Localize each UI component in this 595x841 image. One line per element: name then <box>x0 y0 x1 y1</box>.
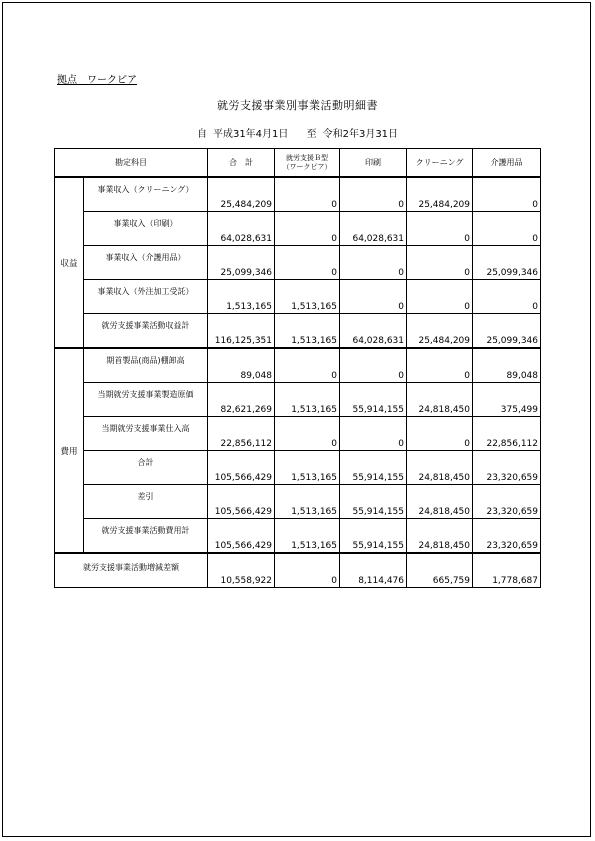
col-header-subject: 勘定科目 <box>55 149 208 178</box>
table-row <box>55 280 541 314</box>
row-item: 事業収入（クリーニング） <box>84 177 208 212</box>
cell-b-type: 1,513,165 <box>275 280 340 314</box>
revenue-group-label: 収益 <box>55 177 84 348</box>
cell-b-type: 0 <box>275 212 340 246</box>
cell-printing: 55,914,155 <box>340 519 407 554</box>
cell-cleaning: 24,818,450 <box>407 451 473 485</box>
cell-care: 25,099,346 <box>473 314 541 349</box>
cell-b-type: 0 <box>275 177 340 212</box>
cell-b-type: 1,513,165 <box>275 314 340 349</box>
cell-b-type: 1,513,165 <box>275 485 340 519</box>
table-row <box>55 246 541 280</box>
period-to-date: 令和2年3月31日 <box>322 129 399 140</box>
period-range <box>0 125 595 140</box>
cell-printing: 64,028,631 <box>340 314 407 349</box>
cell-cleaning: 0 <box>407 212 473 246</box>
row-item: 当期就労支援事業製造原価 <box>84 383 208 417</box>
cell-total: 10,558,922 <box>208 553 275 588</box>
table-row <box>55 383 541 417</box>
cell-cleaning: 0 <box>407 246 473 280</box>
col-header-total: 合 計 <box>208 149 275 178</box>
table-row <box>55 348 541 383</box>
table-row <box>55 485 541 519</box>
cell-total: 22,856,112 <box>208 417 275 451</box>
row-item: 合計 <box>84 451 208 485</box>
cell-cleaning: 24,818,450 <box>407 485 473 519</box>
cell-cleaning: 24,818,450 <box>407 519 473 554</box>
cell-care: 1,778,687 <box>473 553 541 588</box>
activity-statement-table <box>54 148 541 588</box>
cell-printing: 0 <box>340 246 407 280</box>
cell-care: 0 <box>473 280 541 314</box>
table-row-difference <box>55 553 541 588</box>
table-row <box>55 212 541 246</box>
cell-b-type: 0 <box>275 417 340 451</box>
difference-label: 就労支援事業活動増減差額 <box>55 553 208 588</box>
cell-printing: 64,028,631 <box>340 212 407 246</box>
cell-care: 23,320,659 <box>473 485 541 519</box>
row-item: 期首製品(商品)棚卸高 <box>84 348 208 383</box>
col-header-cleaning: クリーニング <box>407 149 473 178</box>
row-item: 差引 <box>84 485 208 519</box>
table-row <box>55 417 541 451</box>
cell-total: 105,566,429 <box>208 451 275 485</box>
period-from-date: 平成31年4月1日 <box>212 129 289 140</box>
cell-care: 89,048 <box>473 348 541 383</box>
cell-care: 0 <box>473 212 541 246</box>
cell-printing: 8,114,476 <box>340 553 407 588</box>
col-header-b-type <box>275 149 340 178</box>
cell-cleaning: 0 <box>407 280 473 314</box>
table-row-expense-total <box>55 519 541 554</box>
cell-b-type: 1,513,165 <box>275 519 340 554</box>
cell-total: 64,028,631 <box>208 212 275 246</box>
table-row <box>55 177 541 212</box>
expense-group-label: 費用 <box>55 348 84 553</box>
row-item: 当期就労支援事業仕入高 <box>84 417 208 451</box>
cell-cleaning: 0 <box>407 348 473 383</box>
cell-total: 82,621,269 <box>208 383 275 417</box>
cell-total: 25,099,346 <box>208 246 275 280</box>
period-from-label: 自 <box>196 129 207 140</box>
col-header-printing: 印刷 <box>340 149 407 178</box>
cell-printing: 0 <box>340 348 407 383</box>
cell-printing: 0 <box>340 177 407 212</box>
cell-b-type: 1,513,165 <box>275 451 340 485</box>
cell-care: 0 <box>473 177 541 212</box>
cell-cleaning: 24,818,450 <box>407 383 473 417</box>
cell-cleaning: 0 <box>407 417 473 451</box>
cell-b-type: 0 <box>275 553 340 588</box>
cell-care: 23,320,659 <box>473 519 541 554</box>
cell-total: 89,048 <box>208 348 275 383</box>
cell-care: 22,856,112 <box>473 417 541 451</box>
cell-cleaning: 25,484,209 <box>407 314 473 349</box>
cell-printing: 55,914,155 <box>340 383 407 417</box>
document-title: 就労支援事業別事業活動明細書 <box>217 99 378 112</box>
cell-b-type: 0 <box>275 246 340 280</box>
cell-care: 23,320,659 <box>473 451 541 485</box>
table-row-revenue-total <box>55 314 541 349</box>
cell-total: 1,513,165 <box>208 280 275 314</box>
cell-care: 375,499 <box>473 383 541 417</box>
cell-b-type: 1,513,165 <box>275 383 340 417</box>
cell-total: 105,566,429 <box>208 485 275 519</box>
table-header-row <box>55 149 541 178</box>
col-header-b-type-line1: 就労支援Ｂ型 <box>286 153 328 162</box>
table-row <box>55 451 541 485</box>
cell-total: 116,125,351 <box>208 314 275 349</box>
cell-printing: 55,914,155 <box>340 451 407 485</box>
row-item: 就労支援事業活動費用計 <box>84 519 208 554</box>
cell-b-type: 0 <box>275 348 340 383</box>
cell-cleaning: 665,759 <box>407 553 473 588</box>
row-item: 事業収入（外注加工受託） <box>84 280 208 314</box>
cell-printing: 0 <box>340 280 407 314</box>
cell-care: 25,099,346 <box>473 246 541 280</box>
row-item: 就労支援事業活動収益計 <box>84 314 208 349</box>
col-header-b-type-line2: （ワークピア） <box>282 162 332 171</box>
cell-total: 105,566,429 <box>208 519 275 554</box>
cell-printing: 55,914,155 <box>340 485 407 519</box>
row-item: 事業収入（介護用品） <box>84 246 208 280</box>
row-item: 事業収入（印刷） <box>84 212 208 246</box>
cell-total: 25,484,209 <box>208 177 275 212</box>
cell-cleaning: 25,484,209 <box>407 177 473 212</box>
cell-printing: 0 <box>340 417 407 451</box>
period-to-label: 至 <box>306 129 317 140</box>
location-label: 拠点 ワークピア <box>57 75 137 86</box>
col-header-care: 介護用品 <box>473 149 541 178</box>
